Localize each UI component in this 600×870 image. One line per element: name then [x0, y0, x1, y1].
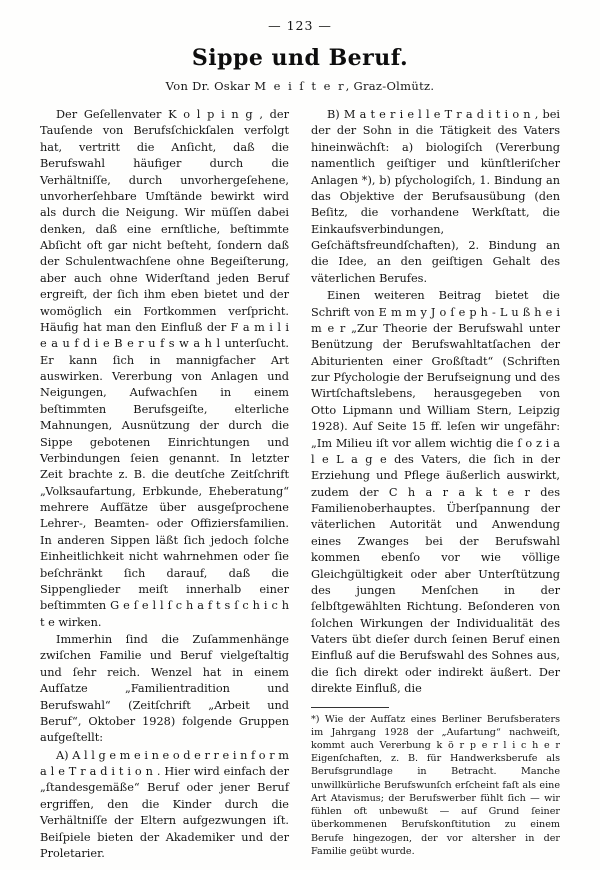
footnote-divider: [311, 707, 389, 708]
footnote: *) Wie der Aufſatz eines Berliner Berufsberaters im Jahrgang 1928 der „Aufartung“ nachweiſt, kommt auch Vererbung k ö r p e r l i c h e r Eigenſchaften, z. B. für Handwerksberufe als Berufsgrundlage in Betracht. Manche unwillkürliche Berufswunſch erſcheint faſt als eine Art Atavismus; der Berufswerber fühlt ſich — wir fühlen oft unbewußt — auf Grund ſeiner überkommenen Berufskonſtitution zu einem Berufe hingezogen, der vor altersher in der Familie geübt wurde.: [311, 713, 560, 857]
byline: [40, 79, 560, 93]
byline-suffix: , Graz-Olmütz.: [345, 79, 435, 93]
page-number: — 123 —: [268, 18, 332, 33]
paragraph: A) A l l g e m e i n e o d e r r e i n f o r m a l e T r a d i t i o n . Hier wird einfach der „ſtandesgemäße“ Beruf oder jener Beruf ergriffen, den die Kinder durch die Verhältniſſe der Eltern aufgezwungen iſt. Beiſpiele bieten der Akademiker und der Proletarier.: [40, 748, 289, 860]
left-column: [40, 107, 289, 862]
byline-prefix: Von Dr. Oskar: [165, 79, 255, 93]
author-name: M e i ſ t e r: [254, 79, 346, 93]
two-column-body: [40, 107, 560, 862]
paragraph: Der Geſellenvater K o l p i n g , der Tauſende von Berufsſchickſalen verfolgt hat, vertritt die Anſicht, daß die Berufswahl häufiger durch die Verhältniſſe, durch unvorhergeſehene, unvorherſehbare Umſtände bewirkt wird als durch die Neigung. Wir müſſen dabei denken, daß eine ernſtliche, beſtimmte Abſicht oft gar nicht beſteht, ſondern daß der Schulentwachſene ohne Begeiſterung, aber auch ohne Widerſtand jeden Beruf ergreift, der ſich ihm eben bietet und der womöglich ein Fortkommen verſpricht. Häufig hat man den Einfluß der F a m i l i e a u f d i e B e r u f s w a h l unterſucht. Er kann ſich in mannigfacher Art auswirken. Vererbung von Anlagen und Neigungen, Aufwachſen in einem beſtimmten Berufsgeiſte, elterliche Mahnungen, Ausnützung der durch die Sippe gebotenen Einrichtungen und Verbindungen ſeien genannt. In letzter Zeit brachte z. B. die deutſche Zeitſchrift „Volksaufartung, Erbkunde, Eheberatung“ mehrere Aufſätze über ausgeſprochene Lehrer-, Beamten- oder Offiziersfamilien. In anderen Sippen läßt ſich jedoch ſolche Einheitlichkeit nicht wahrnehmen oder ſie beſchränkt ſich darauf, daß die Sippenglieder meiſt innerhalb einer beſtimmten G e ſ e l l ſ c h a f t s ſ c h i c h t e wirken.: [40, 108, 289, 629]
paragraph: Immerhin ſind die Zuſammenhänge zwiſchen Familie und Beruf vielgeſtaltig und ſehr reich. Wenzel hat in einem Aufſatze „Familientradition und Berufswahl“ (Zeitſchrift „Arbeit und Beruf“, Oktober 1928) folgende Gruppen aufgeſtellt:: [40, 633, 289, 745]
right-column: [311, 107, 560, 858]
paragraph: B) M a t e r i e l l e T r a d i t i o n , bei der der Sohn in die Tätigkeit des Vaters hineinwächſt: a) biologiſch (Vererbung namentlich geiſtiger und künſtleriſcher Anlagen *), b) pſychologiſch, 1. Bindung an das Objektive der Berufsausübung (den Beſitz, die vorhandene Werkſtatt, die Einkaufsverbindungen, Geſchäftsfreundſchaften), 2. Bindung an die Idee, an den geiſtigen Gehalt des väterlichen Berufes.: [311, 108, 560, 285]
paragraph: Einen weiteren Beitrag bietet die Schrift von E m m y J o ſ e p h - L u ß h e i m e r „Zur Theorie der Berufswahl unter Benützung der Berufswahltatſachen der Abiturienten einer Großſtadt“ (Schriften zur Pſychologie der Berufseignung und des Wirtſchaftslebens, herausgegeben von Otto Lipmann und William Stern, Leipzig 1928). Auf Seite 15 ff. leſen wir ungefähr: „Im Milieu iſt vor allem wichtig die ſ o z i a l e L a g e des Vaters, die ſich in der Erziehung und Pflege äußerlich auswirkt, zudem der C h a r a k t e r des Familienoberhauptes. Überſpannung der väterlichen Autorität und Anwendung eines Zwanges bei der Berufswahl kommen ebenſo vor wie völlige Gleichgültigkeit oder aber Unterſtützung des jungen Menſchen in der ſelbſtgewählten Richtung. Beſonderen von ſolchen Wirkungen der Individualität des Vaters übt dieſer durch ſeinen Beruf einen Einfluß auf die Berufswahl des Sohnes aus, die ſich direkt oder indirekt äußert. Der direkte Einfluß, die: [311, 289, 560, 696]
page-title: Sippe und Beruf.: [191, 45, 409, 71]
